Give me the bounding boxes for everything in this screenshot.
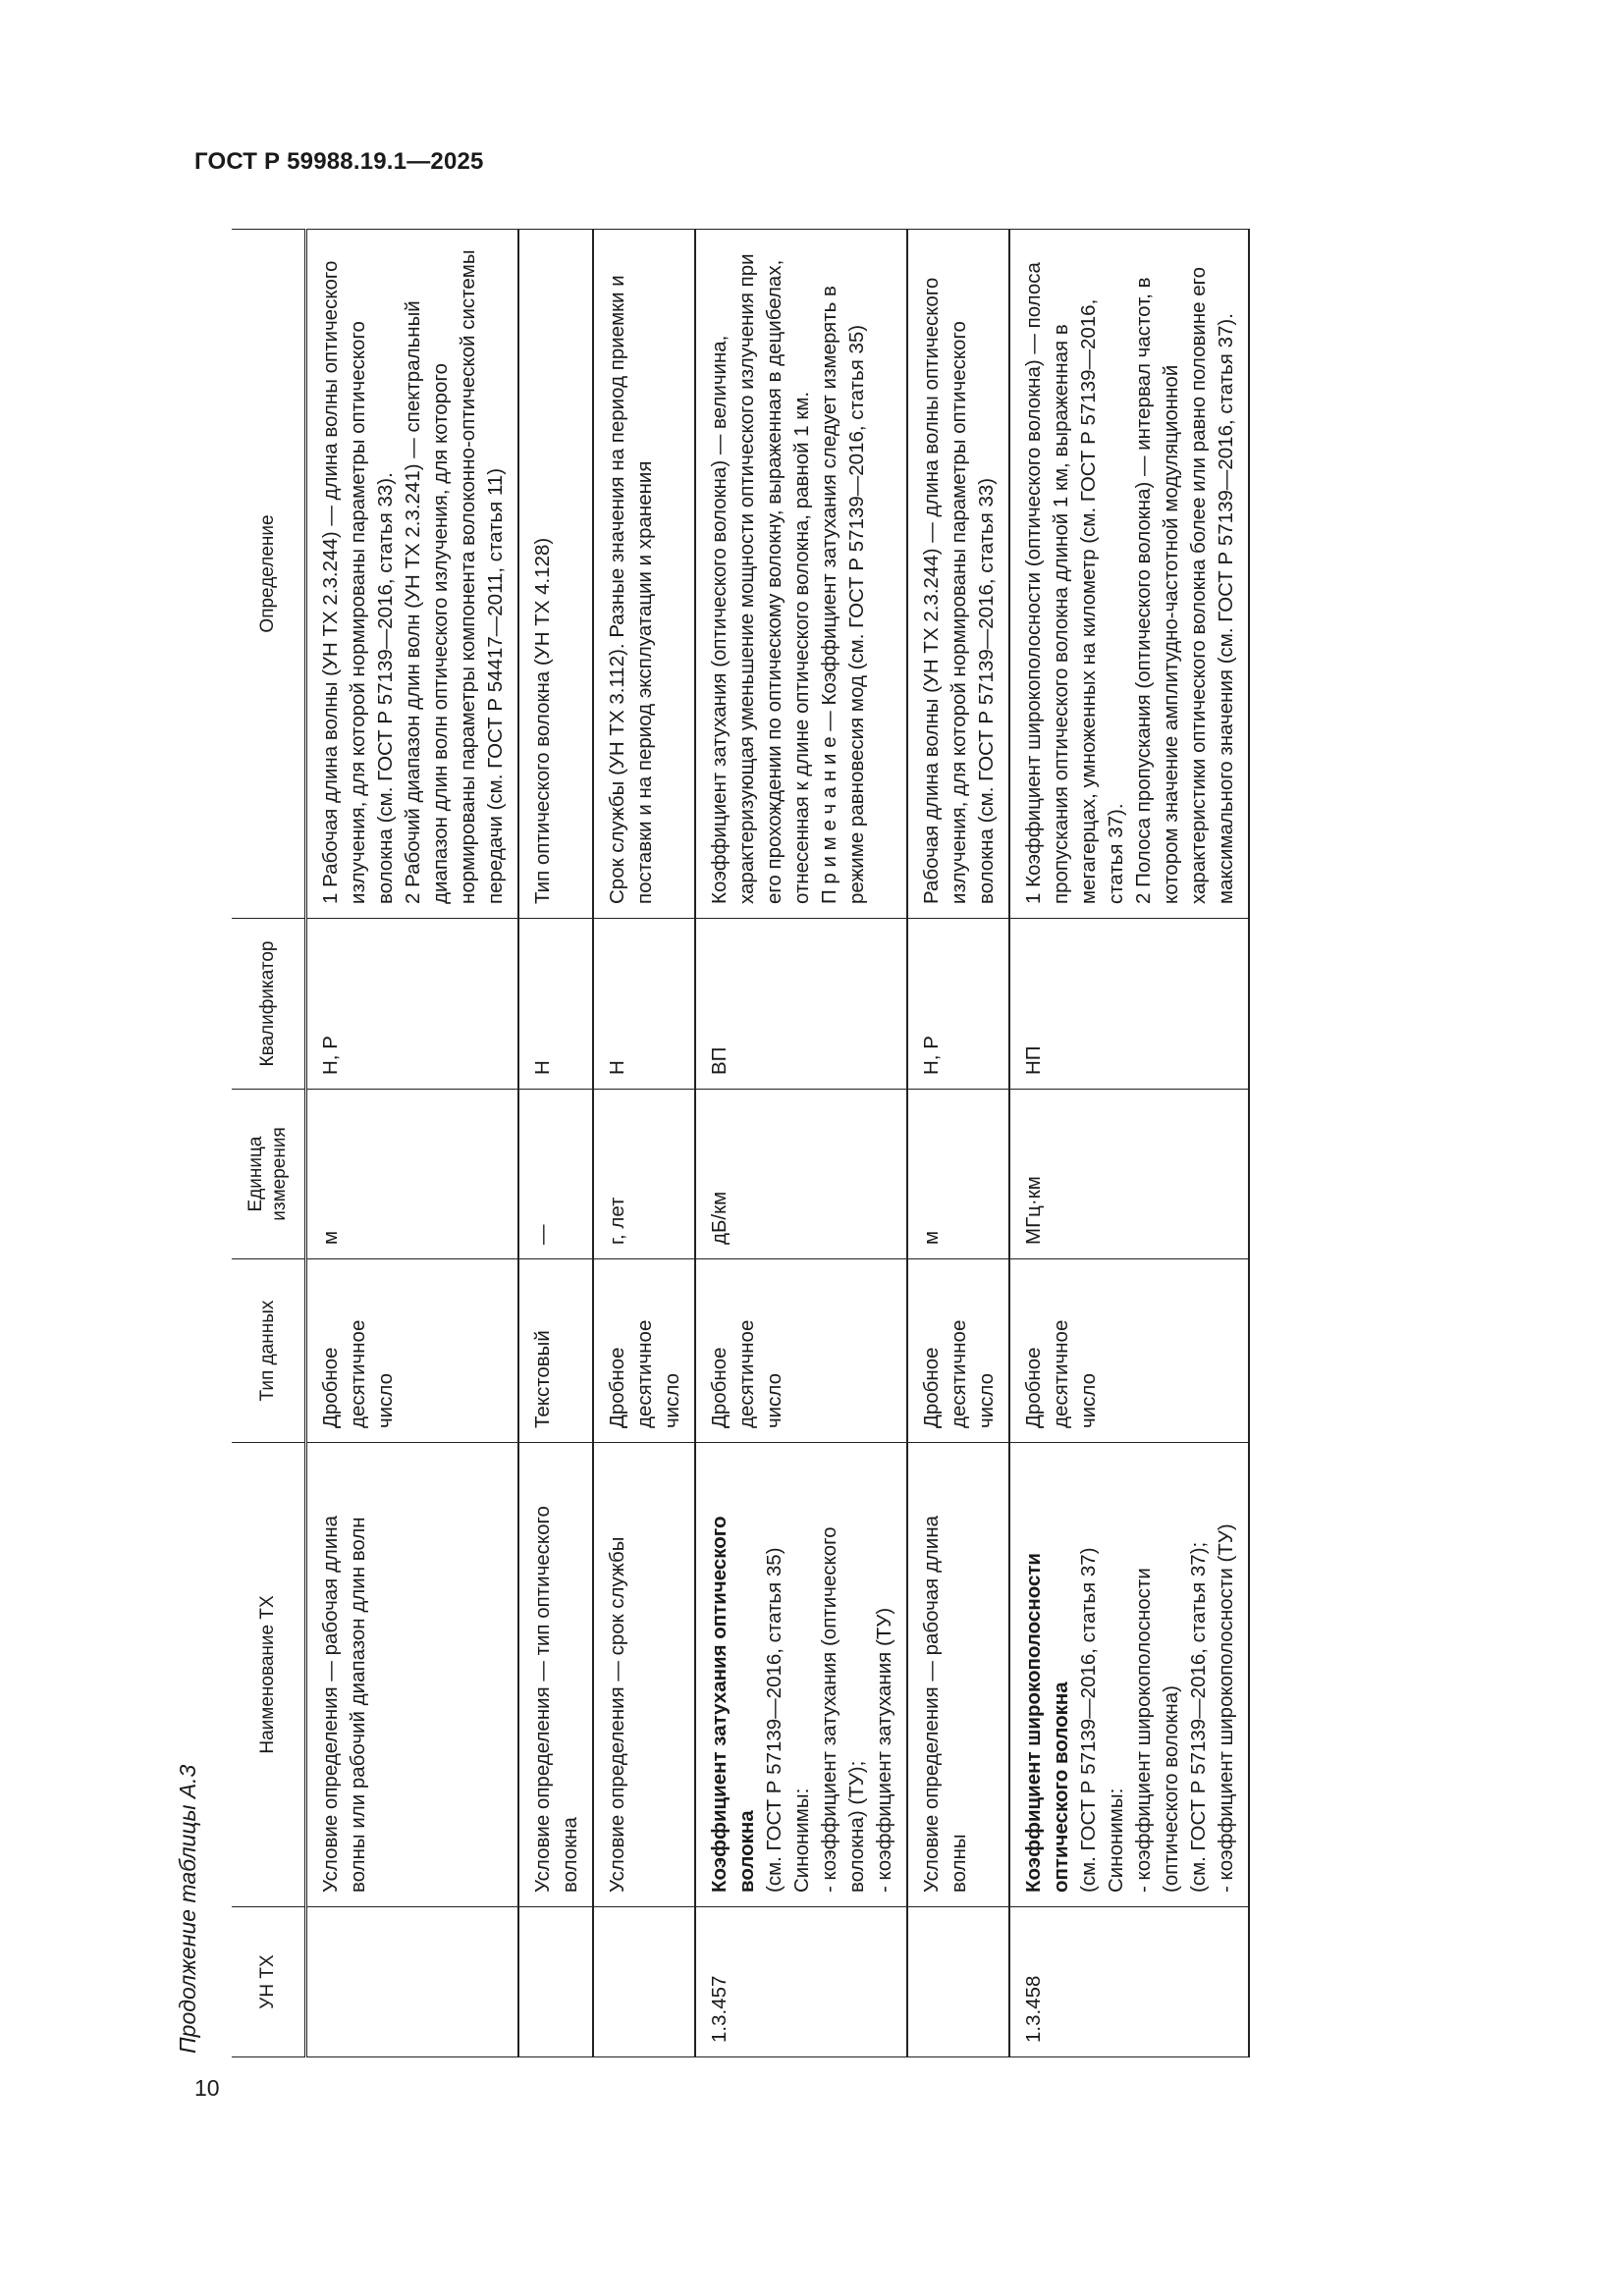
name-bold-title: Коэффициент затухания оптического волокна (708, 1516, 758, 1893)
page-number: 10 (194, 2075, 220, 2101)
definition-line: 1 Коэффициент широкополосности (оптического волокна) — полоса пропускания оптического волокна длиной 1 км, выраженная в мегагерцах, умноженных на километр (см. ГОСТ Р 57139—2016, статья 37). (1022, 262, 1127, 904)
table-row (695, 230, 907, 2057)
name-line: (см. ГОСТ Р 57139—2016, статья 37) (1077, 1547, 1100, 1893)
cell-qualifier: Н (518, 919, 593, 1090)
cell-code (518, 1907, 593, 2057)
definition-line: Рабочая длина волны (УН ТХ 2.3.244) — длина волны оптического излучения, для которой нормированы параметры оптического волокна (см. ГОСТ Р 57139—2016, статья 33) (920, 277, 998, 904)
name-line: - коэффициент широкополосности (оптического волокна) (1132, 1568, 1182, 1893)
table-row (518, 230, 593, 2057)
definition-line: Коэффициент затухания (оптического волокна) — величина, характеризующая уменьшение мощности оптического излучения при его прохождении по оптическому волокну, выраженная в децибелах, отнесенная к длине оптического волокна, равной 1 км. (708, 253, 813, 904)
definition-note: П р и м е ч а н и е — Коэффициент затухания следует измерять в режиме равновесия мод (см. ГОСТ Р 57139—2016, статья 35) (818, 286, 868, 904)
table-header-row (232, 230, 306, 2057)
cell-data-type: Текстовый (518, 1259, 593, 1443)
cell-data-type: Дробное десятичное число (695, 1259, 907, 1443)
table-row (1009, 230, 1249, 2057)
name-bold-title: Коэффициент широкополосности оптического волокна (1022, 1552, 1072, 1893)
cell-name (593, 1443, 695, 1907)
definition-line: Тип оптического волокна (УН ТХ 4.128) (531, 537, 554, 904)
name-line: Условие определения — тип оптического волокна (531, 1506, 581, 1893)
cell-qualifier: Н (593, 919, 695, 1090)
cell-definition (518, 230, 593, 919)
cell-definition (306, 230, 519, 919)
cell-data-type: Дробное десятичное число (593, 1259, 695, 1443)
cell-code (593, 1907, 695, 2057)
name-line: - коэффициент затухания (оптического волокна) (ТУ); (818, 1526, 868, 1893)
cell-qualifier: ВП (695, 919, 907, 1090)
name-line: - коэффициент широкополосности (ТУ) (1215, 1523, 1237, 1893)
column-header-unit: Единица измерения (232, 1090, 306, 1259)
cell-qualifier: Н, Р (907, 919, 1009, 1090)
column-header-code: УН ТХ (232, 1907, 306, 2057)
cell-definition (907, 230, 1009, 919)
cell-definition (593, 230, 695, 919)
table-row (907, 230, 1009, 2057)
name-line: Условие определения — рабочая длина волны (920, 1515, 970, 1893)
cell-name (1009, 1443, 1249, 1907)
column-header-data-type: Тип данных (232, 1259, 306, 1443)
document-code: ГОСТ Р 59988.19.1—2025 (194, 148, 484, 175)
cell-data-type: Дробное десятичное число (907, 1259, 1009, 1443)
cell-code: 1.3.457 (695, 1907, 907, 2057)
table-caption: Продолжение таблицы А.3 (175, 1764, 200, 2054)
column-header-name: Наименование ТХ (232, 1443, 306, 1907)
name-line: Синонимы: (790, 1788, 813, 1893)
cell-code (907, 1907, 1009, 2057)
cell-code (306, 1907, 519, 2057)
cell-unit: дБ/км (695, 1090, 907, 1259)
cell-unit: г, лет (593, 1090, 695, 1259)
cell-name (695, 1443, 907, 1907)
name-line: (см. ГОСТ Р 57139—2016, статья 37); (1187, 1541, 1210, 1893)
name-line: Условие определения — срок службы (606, 1536, 628, 1893)
characteristics-table (232, 229, 1250, 2057)
cell-unit: м (306, 1090, 519, 1259)
cell-qualifier: НП (1009, 919, 1249, 1090)
cell-unit: — (518, 1090, 593, 1259)
cell-code: 1.3.458 (1009, 1907, 1249, 2057)
cell-unit: м (907, 1090, 1009, 1259)
definition-line: 2 Полоса пропускания (оптического волокна) — интервал частот, в котором значение амплитудно-частотной модуляционной характеристики оптического волокна более или равно половине его максимального значения (см. ГОСТ Р 57139—2016, статья 37). (1132, 266, 1237, 904)
rotated-table-container (232, 230, 1424, 2057)
table-row (593, 230, 695, 2057)
column-header-definition: Определение (232, 230, 306, 919)
cell-data-type: Дробное десятичное число (1009, 1259, 1249, 1443)
column-header-qualifier: Квалификатор (232, 919, 306, 1090)
name-line: Условие определения — рабочая длина волны или рабочий диапазон длин волн (319, 1515, 369, 1893)
cell-qualifier: Н, Р (306, 919, 519, 1090)
cell-definition (695, 230, 907, 919)
cell-definition (1009, 230, 1249, 919)
table-row (306, 230, 519, 2057)
definition-line: 2 Рабочий диапазон длин волн (УН ТХ 2.3.241) — спектральный диапазон длин волн оптического излучения, для которого нормированы параметры компонента волоконно-оптической системы передачи (см. ГОСТ Р 54417—2011, статья 11) (402, 249, 507, 904)
cell-data-type: Дробное десятичное число (306, 1259, 519, 1443)
name-line: (см. ГОСТ Р 57139—2016, статья 35) (763, 1547, 785, 1893)
cell-name (907, 1443, 1009, 1907)
cell-name (306, 1443, 519, 1907)
definition-line: 1 Рабочая длина волны (УН ТХ 2.3.244) — длина волны оптического излучения, для которой нормированы параметры оптического волокна (см. ГОСТ Р 57139—2016, статья 33). (319, 260, 397, 904)
cell-name (518, 1443, 593, 1907)
name-line: - коэффициент затухания (ТУ) (873, 1607, 895, 1893)
cell-unit: МГц·км (1009, 1090, 1249, 1259)
name-line: Синонимы: (1105, 1788, 1127, 1893)
definition-line: Срок службы (УН ТХ 3.112). Разные значения на период приемки и поставки и на период эксплуатации и хранения (606, 275, 656, 904)
